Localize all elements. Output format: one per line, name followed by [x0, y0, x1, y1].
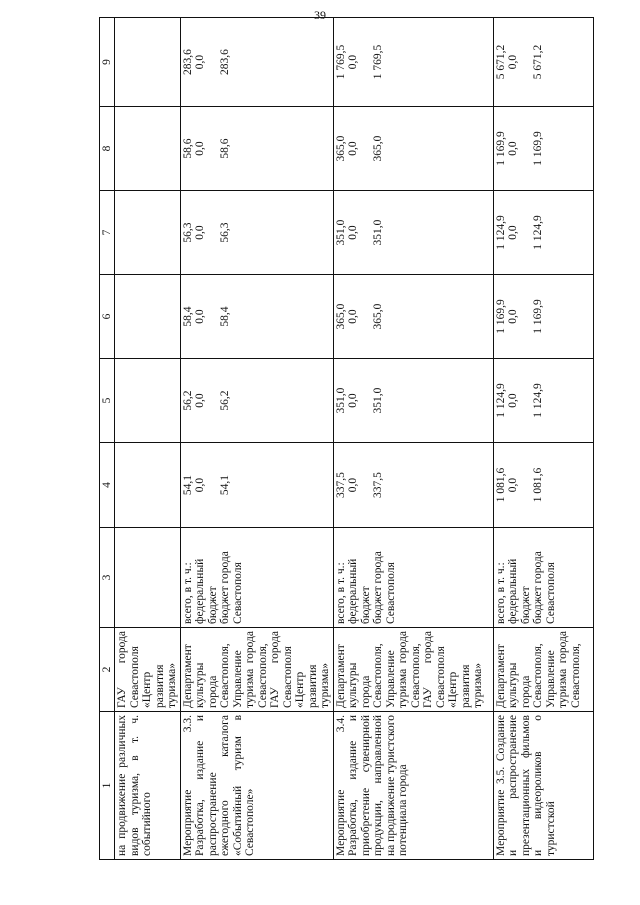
- amount: 56,2: [219, 390, 231, 411]
- funding-source: федеральный бюджет: [194, 558, 219, 624]
- column-number: 6: [100, 275, 115, 359]
- column-number-row: [100, 18, 115, 860]
- amount: 58,6: [219, 138, 231, 159]
- funding-sources: [333, 528, 493, 628]
- activity-description: Мероприятие 3.4. Разработка, издание и приобретение сувенирной продукции, направленной на продвижение туристского потенциала города: [333, 712, 493, 860]
- column-number: 4: [100, 443, 115, 528]
- amount: 365,0: [372, 135, 384, 162]
- amount-cell: [180, 107, 333, 191]
- amount: 56,3: [181, 222, 194, 243]
- funding-source: федеральный бюджет: [507, 558, 532, 624]
- amount: 0,0: [347, 225, 359, 240]
- column-number: 8: [100, 107, 115, 191]
- amount: 5 671,2: [494, 44, 507, 80]
- amount: 0,0: [194, 309, 206, 324]
- amount: 0,0: [507, 225, 519, 240]
- amount: 54,1: [219, 474, 231, 496]
- amount-cell: [333, 275, 493, 359]
- amount: 0,0: [347, 477, 359, 493]
- amount: 337,5: [372, 472, 384, 498]
- rotated-table-wrapper: [99, 18, 594, 860]
- amount: 351,0: [334, 219, 347, 246]
- amount-cell: [493, 191, 594, 275]
- amount-cell: [180, 191, 333, 275]
- executor: Департамент культуры города Севастополя, Управление туризма города Севастополя, ГАУ города Севастополя «Центр развития туризма»: [333, 628, 493, 712]
- amount-cell: [333, 191, 493, 275]
- amount: 1 081,6: [494, 467, 507, 503]
- amount: 351,0: [334, 387, 347, 414]
- activity-description: на продвижение различных видов туризма, в т. ч. событийного: [115, 712, 181, 860]
- amount: 0,0: [507, 309, 519, 324]
- column-number: 9: [100, 18, 115, 107]
- amount: 0,0: [507, 141, 519, 156]
- amount: 1 124,9: [494, 383, 507, 418]
- funding-source: всего, в т. ч.:: [334, 562, 347, 624]
- amount: 1 169,9: [532, 299, 544, 334]
- activity-row: [180, 18, 333, 860]
- amount: 283,6: [181, 49, 194, 75]
- funding-source: бюджет города Севастополя: [372, 551, 397, 624]
- amount: 0,0: [194, 225, 206, 240]
- executor: ГАУ города Севастополя «Центр развития туризма»: [115, 628, 181, 712]
- amount: 351,0: [372, 219, 384, 246]
- amount: 0,0: [347, 54, 359, 70]
- amount: 58,4: [219, 306, 231, 327]
- funding-source: федеральный бюджет: [347, 558, 372, 624]
- amount-cell: [493, 275, 594, 359]
- amount: 1 124,9: [532, 383, 544, 418]
- amount: 5 671,2: [532, 44, 544, 80]
- amount: 0,0: [507, 477, 519, 493]
- funding-source: всего, в т. ч.:: [494, 562, 507, 624]
- amount-cell: [333, 443, 493, 528]
- column-number: 3: [100, 528, 115, 628]
- amount: 351,0: [372, 387, 384, 414]
- funding-source: бюджет города Севастополя: [532, 551, 557, 624]
- activity-description: Мероприятие 3.5. Создание и распространение презентационных фильмов и видеороликов о туристской: [493, 712, 594, 860]
- executor: Департамент культуры города Севастополя, Управление туризма города Севастополя, ГАУ города Севастополя «Центр развития туризма»: [180, 628, 333, 712]
- amount-cell: [493, 443, 594, 528]
- amount-cell: [333, 107, 493, 191]
- amount: 1 169,9: [532, 131, 544, 166]
- amount: 337,5: [334, 472, 347, 498]
- amount: 0,0: [507, 393, 519, 408]
- amount: 58,6: [181, 138, 194, 159]
- amount: 1 769,5: [372, 44, 384, 80]
- amount: 58,4: [181, 306, 194, 327]
- amount: 0,0: [194, 477, 206, 493]
- amount-cell: [493, 359, 594, 443]
- amount: 0,0: [347, 141, 359, 156]
- funding-source: бюджет города Севастополя: [219, 551, 244, 624]
- activity-row: [333, 18, 493, 860]
- amount-cell: [180, 443, 333, 528]
- amount: 1 124,9: [532, 215, 544, 250]
- amount-cell: [180, 275, 333, 359]
- column-number: 1: [100, 712, 115, 860]
- amount: 0,0: [194, 393, 206, 408]
- amount: 56,3: [219, 222, 231, 243]
- amount-cell: [180, 18, 333, 107]
- amount: 1 769,5: [334, 44, 347, 80]
- amount-cell: [493, 18, 594, 107]
- amount: 1 124,9: [494, 215, 507, 250]
- amount: 0,0: [194, 54, 206, 70]
- page-number: 39: [314, 8, 326, 22]
- continuation-row: [115, 18, 181, 860]
- amount: 1 169,9: [494, 131, 507, 166]
- activity-row: [493, 18, 594, 860]
- amount: 365,0: [372, 303, 384, 330]
- activity-description: Мероприятие 3.3. Разработка, издание и распространение ежегодного каталога «Событийный туризм в Севастополе»: [180, 712, 333, 860]
- amount-cell: [493, 107, 594, 191]
- executor: Департамент культуры города Севастополя, Управление туризма города Севастополя,: [493, 628, 594, 712]
- amount-cell: [333, 18, 493, 107]
- column-number: 7: [100, 191, 115, 275]
- amount: 56,2: [181, 390, 194, 411]
- amount-cell: [180, 359, 333, 443]
- funding-source: всего, в т. ч.:: [181, 562, 194, 624]
- amount: 283,6: [219, 49, 231, 75]
- amount: 0,0: [507, 54, 519, 70]
- amount: 1 169,9: [494, 299, 507, 334]
- amount: 0,0: [347, 393, 359, 408]
- amount: 1 081,6: [532, 467, 544, 503]
- funding-sources: [493, 528, 594, 628]
- column-number: 2: [100, 628, 115, 712]
- amount: 54,1: [181, 474, 194, 496]
- column-number: 5: [100, 359, 115, 443]
- amount: 0,0: [194, 141, 206, 156]
- amount: 365,0: [334, 303, 347, 330]
- funding-table: [99, 17, 594, 860]
- amount-cell: [333, 359, 493, 443]
- amount: 365,0: [334, 135, 347, 162]
- amount: 0,0: [347, 309, 359, 324]
- funding-sources: [180, 528, 333, 628]
